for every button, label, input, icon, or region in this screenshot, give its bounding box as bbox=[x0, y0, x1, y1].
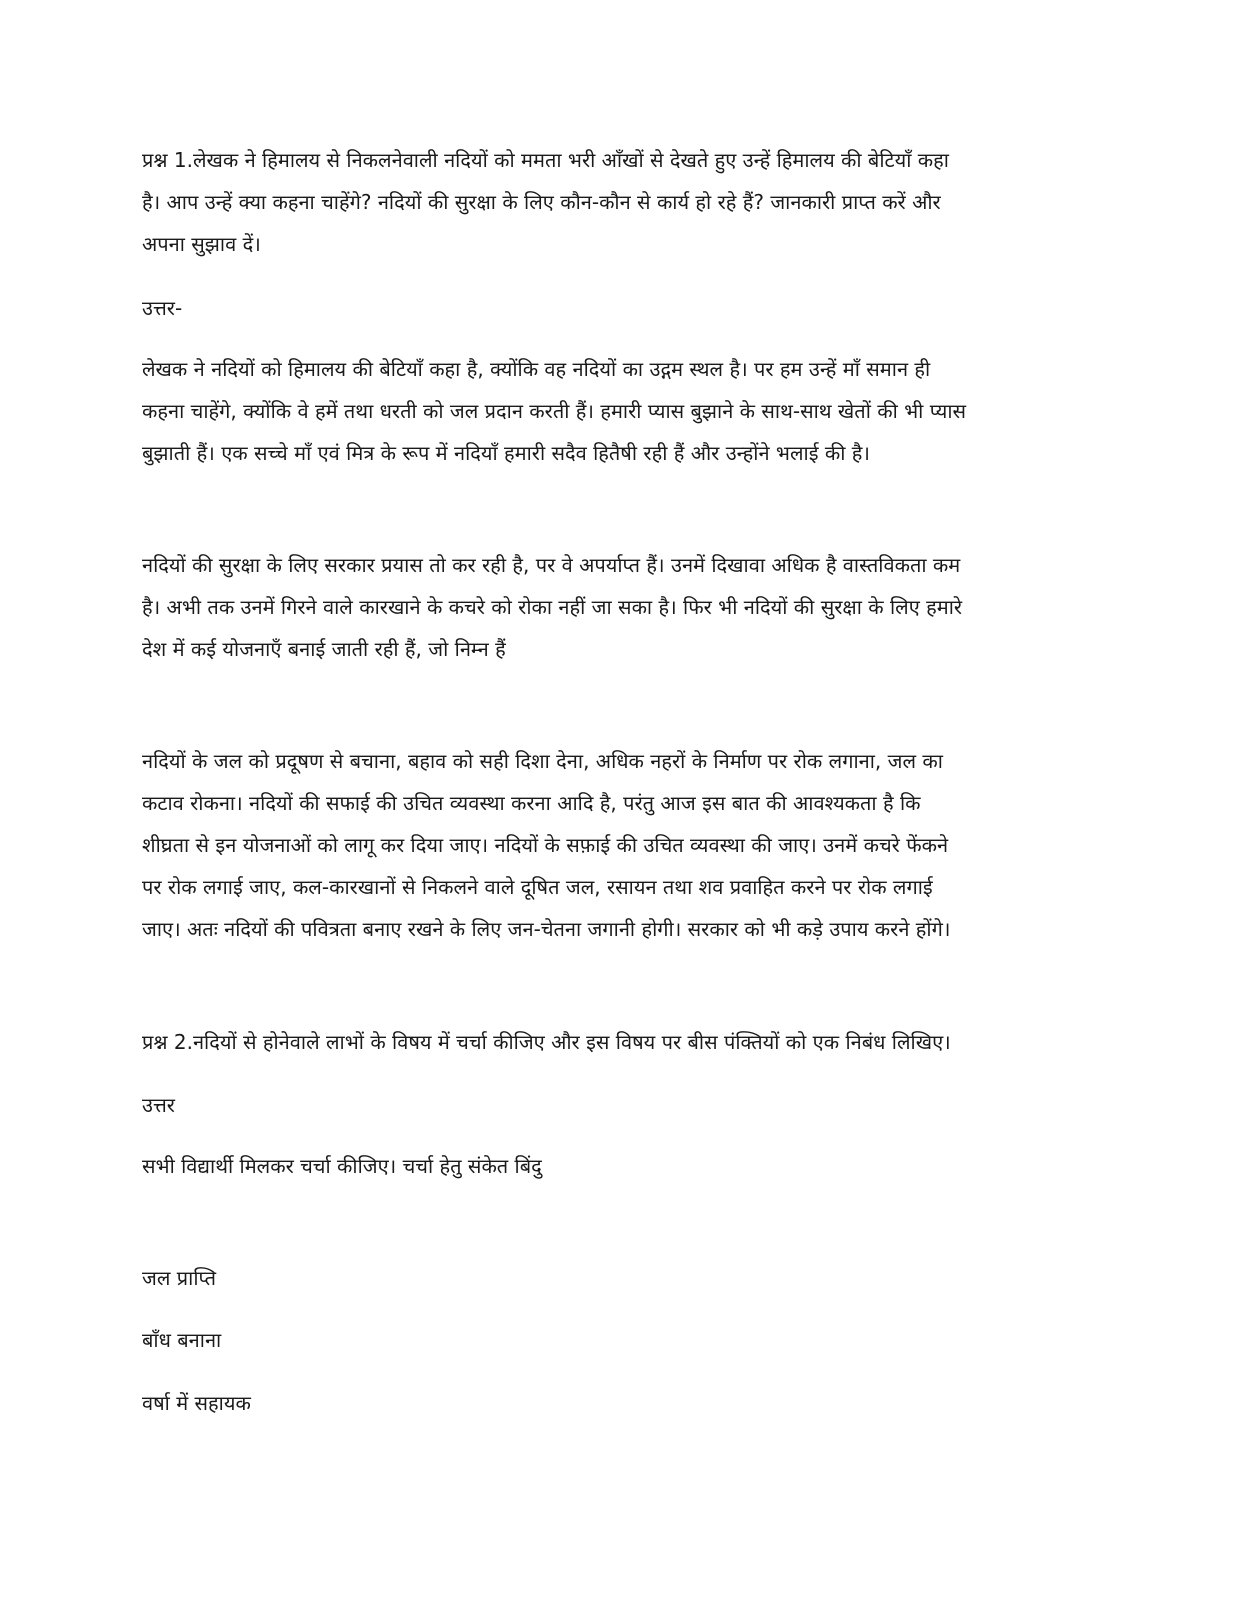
paragraph-line: नदियों की सुरक्षा के लिए सरकार प्रयास तो कर रही है, पर वे अपर्याप्त हैं। उनमें दिखावा अधिक है वास्तविकता कम bbox=[142, 553, 961, 577]
question-1-line: प्रश्न 1.लेखक ने हिमालय से निकलनेवाली नदियों को ममता भरी आँखों से देखते हुए उन्हें हिमालय की बेटियाँ कहा bbox=[142, 148, 949, 172]
answer-1-paragraph-1 bbox=[142, 348, 1072, 474]
discussion-point: बाँध बनाना bbox=[142, 1328, 222, 1352]
question-1-line: अपना सुझाव दें। bbox=[142, 232, 261, 256]
paragraph-line: लेखक ने नदियों को हिमालय की बेटियाँ कहा है, क्योंकि वह नदियों का उद्गम स्थल है। पर हम उन्हें माँ समान ही bbox=[142, 357, 931, 381]
question-1-line: है। आप उन्हें क्या कहना चाहेंगे? नदियों की सुरक्षा के लिए कौन-कौन से कार्य हो रहे हैं? जानकारी प्राप्त करें और bbox=[142, 190, 941, 214]
answer-1-paragraph-3 bbox=[142, 740, 1072, 950]
answer-2-paragraph: सभी विद्यार्थी मिलकर चर्चा कीजिए। चर्चा हेतु संकेत बिंदु bbox=[142, 1154, 542, 1178]
paragraph-line: पर रोक लगाई जाए, कल-कारखानों से निकलने वाले दूषित जल, रसायन तथा शव प्रवाहित करने पर रोक लगाई bbox=[142, 875, 933, 899]
question-1 bbox=[142, 139, 1072, 265]
discussion-point: जल प्राप्ति bbox=[142, 1266, 217, 1290]
paragraph-line: जाए। अतः नदियों की पवित्रता बनाए रखने के लिए जन-चेतना जगानी होगी। सरकार को भी कड़े उपाय करने होंगे। bbox=[142, 917, 951, 941]
discussion-point: वर्षा में सहायक bbox=[142, 1391, 251, 1415]
answer-1-paragraph-2 bbox=[142, 544, 1072, 670]
question-2: प्रश्न 2.नदियों से होनेवाले लाभों के विषय में चर्चा कीजिए और इस विषय पर बीस पंक्तियों को एक निबंध लिखिए। bbox=[142, 1030, 951, 1054]
paragraph-line: नदियों के जल को प्रदूषण से बचाना, बहाव को सही दिशा देना, अधिक नहरों के निर्माण पर रोक लगाना, जल का bbox=[142, 749, 943, 773]
paragraph-line: शीघ्रता से इन योजनाओं को लागू कर दिया जाए। नदियों के सफ़ाई की उचित व्यवस्था की जाए। उनमें कचरे फेंकने bbox=[142, 833, 949, 857]
paragraph-line: कहना चाहेंगे, क्योंकि वे हमें तथा धरती को जल प्रदान करती हैं। हमारी प्यास बुझाने के साथ-साथ खेतों की भी प्यास bbox=[142, 399, 967, 423]
paragraph-line: है। अभी तक उनमें गिरने वाले कारखाने के कचरे को रोका नहीं जा सका है। फिर भी नदियों की सुरक्षा के लिए हमारे bbox=[142, 595, 963, 619]
paragraph-line: कटाव रोकना। नदियों की सफाई की उचित व्यवस्था करना आदि है, परंतु आज इस बात की आवश्यकता है कि bbox=[142, 791, 921, 815]
answer-2-label: उत्तर bbox=[142, 1093, 175, 1117]
paragraph-line: देश में कई योजनाएँ बनाई जाती रही हैं, जो निम्न हैं bbox=[142, 637, 506, 661]
paragraph-line: बुझाती हैं। एक सच्चे माँ एवं मित्र के रूप में नदियाँ हमारी सदैव हितैषी रही हैं और उन्होंने भलाई की है। bbox=[142, 441, 870, 465]
answer-1-label: उत्तर- bbox=[142, 296, 183, 320]
